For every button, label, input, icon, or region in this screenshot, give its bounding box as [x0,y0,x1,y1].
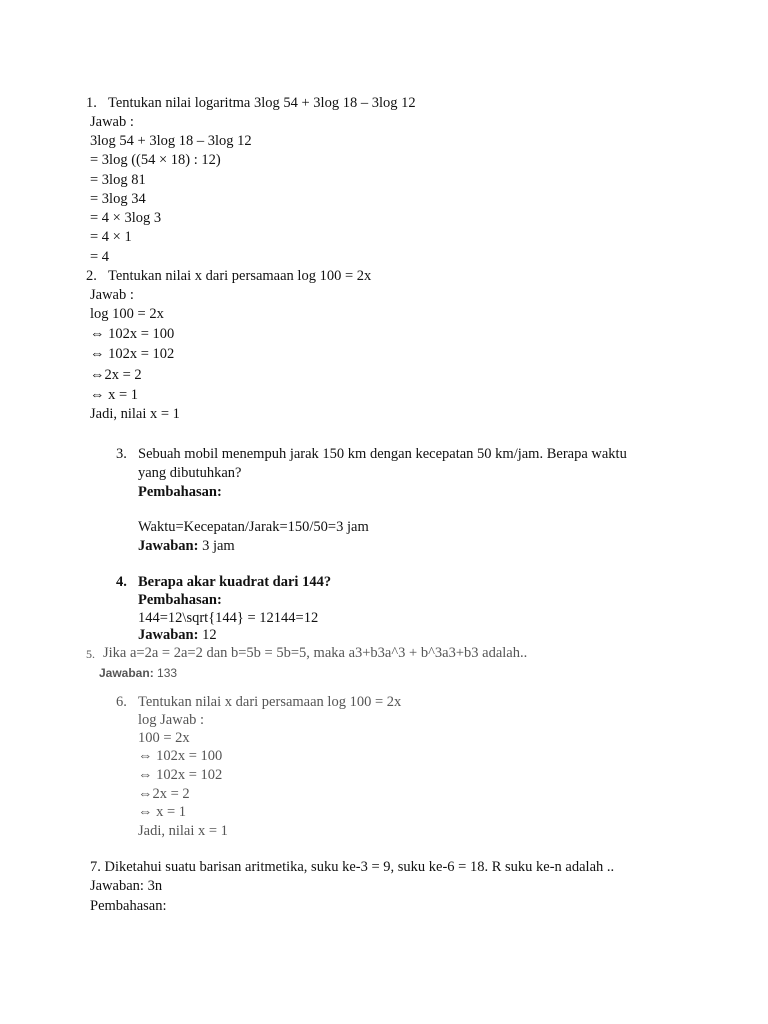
solution-step: log Jawab : [138,712,205,728]
solution-step: 3log 54 + 3log 18 – 3log 12 [90,133,252,149]
discussion-label: Pembahasan: [90,898,167,914]
answer-label: Jawab : [90,287,134,303]
answer-label: Jawaban: [138,627,199,643]
question-text: Sebuah mobil menempuh jarak 150 km dengan kecepatan 50 km/jam. Berapa waktu [138,446,627,462]
solution-step: ⇔ 102x = 102 [138,767,223,783]
answer-line [99,664,177,683]
answer-value: 3 jam [198,538,235,554]
answer-line [138,537,235,556]
solution-step: ⇔ x = 1 [138,804,187,820]
question-text: yang dibutuhkan? [138,465,242,481]
question-number: 6. [116,694,127,710]
solution-step: ⇔ 102x = 102 [90,346,175,362]
question-number: 1. [86,95,97,111]
solution-step: ⇔2x = 2 [138,786,190,802]
solution-step: ⇔ x = 1 [90,387,139,403]
question-text: Berapa akar kuadrat dari 144? [138,574,332,590]
solution-step: = 4 × 1 [90,229,132,245]
question-number: 2. [86,268,97,284]
solution-step: = 4 [90,249,110,265]
solution-step: ⇔ 102x = 100 [90,326,175,342]
solution-step: 100 = 2x [138,730,190,746]
answer-value: 133 [153,666,178,680]
answer-line: Jawaban: 3n [90,878,163,894]
solution-step: log 100 = 2x [90,306,164,322]
question-number: 4. [116,574,127,590]
question-text: 7. Diketahui suatu barisan aritmetika, suku ke-3 = 9, suku ke-6 = 18. R suku ke-n adalah .. [90,859,615,875]
answer-label: Jawaban: [138,538,199,554]
answer-line [138,626,217,645]
question-text: Jika a=2a = 2a=2 dan b=5b = 5b=5, maka a3+b3a^3 + b^3a3+b3 adalah.. [103,645,528,661]
answer-label: Jawaban: [99,666,154,680]
solution-step: ⇔ 102x = 100 [138,748,223,764]
solution-step: 144=12\sqrt{144} = 12144=12 [138,610,319,626]
solution-step: ⇔2x = 2 [90,367,142,383]
question-text: Tentukan nilai x dari persamaan log 100 = 2x [108,268,372,284]
solution-step: = 3log ((54 × 18) : 12) [90,152,221,168]
solution-conclusion: Jadi, nilai x = 1 [90,406,180,422]
question-number: 3. [116,446,127,462]
solution-step: Waktu=Kecepatan/Jarak=150/50=3 jam [138,519,369,535]
solution-step: = 4 × 3log 3 [90,210,162,226]
solution-step: = 3log 81 [90,172,146,188]
question-number: 5. [86,647,95,661]
discussion-label: Pembahasan: [138,484,222,500]
solution-step: = 3log 34 [90,191,146,207]
solution-conclusion: Jadi, nilai x = 1 [138,823,228,839]
question-text: Tentukan nilai logaritma 3log 54 + 3log 18 – 3log 12 [108,95,416,111]
answer-label: Jawab : [90,114,134,130]
question-text: Tentukan nilai x dari persamaan log 100 = 2x [138,694,402,710]
answer-value: 12 [198,627,217,643]
discussion-label: Pembahasan: [138,592,222,608]
